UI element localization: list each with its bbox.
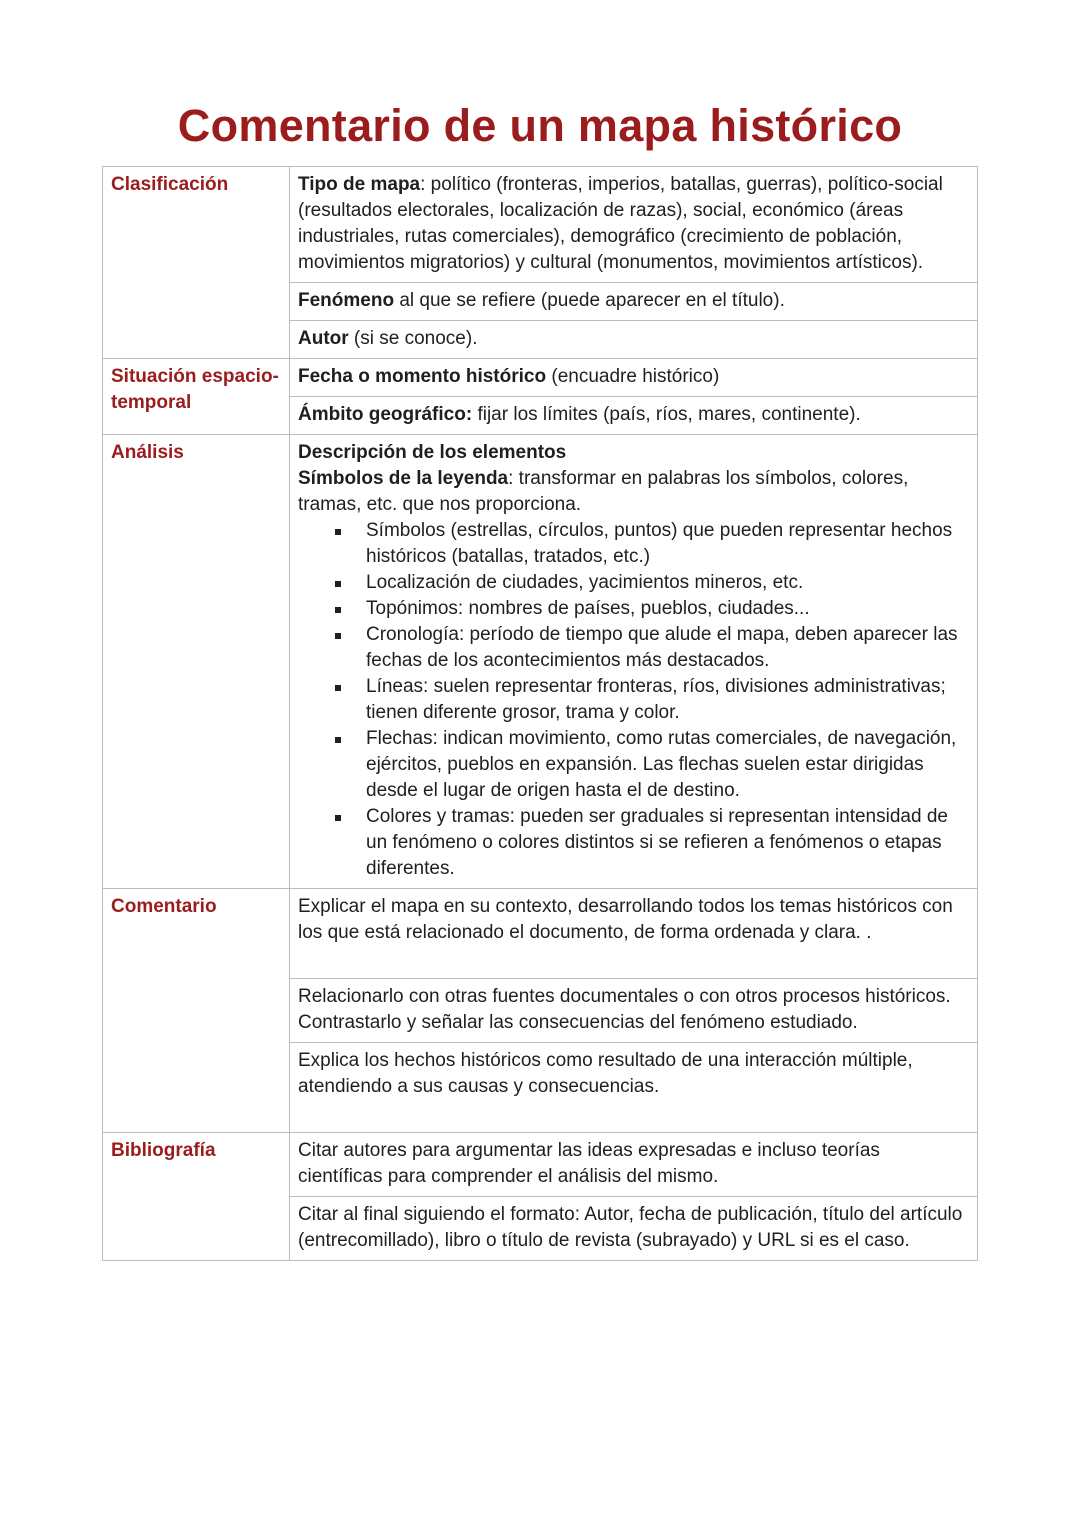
section-label-situacion: Situación espacio-temporal (103, 359, 290, 435)
cell-text: : transformar en palabras los símbolos, colores, tramas, etc. que nos proporciona. (298, 468, 909, 515)
list-item: Topónimos: nombres de países, pueblos, ciudades... (366, 596, 969, 622)
analisis-bullet-list (298, 518, 969, 882)
section-label-clasificacion: Clasificación (103, 167, 290, 359)
cell-bold-term: Autor (298, 328, 349, 349)
cell-comentario-1: Explicar el mapa en su contexto, desarrollando todos los temas históricos con los que está relacionado el documento, de forma ordenada y clara. . (290, 889, 978, 979)
cell-fenomeno (290, 283, 978, 321)
cell-bibliografia-2: Citar al final siguiendo el formato: Autor, fecha de publicación, título del artículo (entrecomillado), libro o título de revista (subrayado) y URL si es el caso. (290, 1197, 978, 1261)
list-item: Cronología: período de tiempo que alude el mapa, deben aparecer las fechas de los acontecimientos más destacados. (366, 622, 969, 674)
cell-bold-term: Fenómeno (298, 290, 395, 311)
cell-bold-term: Fecha o momento histórico (298, 366, 547, 387)
cell-text: (si se conoce). (348, 328, 478, 349)
analisis-heading: Descripción de los elementos (298, 442, 567, 463)
table-row (103, 889, 978, 979)
cell-tipo-de-mapa (290, 167, 978, 283)
table-row (103, 435, 978, 889)
list-item: Símbolos (estrellas, círculos, puntos) que pueden representar hechos históricos (batallas, tratados, etc.) (366, 518, 969, 570)
analisis-simbolos (298, 466, 969, 518)
table-row (103, 359, 978, 397)
list-item: Localización de ciudades, yacimientos mineros, etc. (366, 570, 969, 596)
cell-bold-term: Tipo de mapa (298, 174, 421, 195)
cell-autor (290, 321, 978, 359)
cell-text: : político (fronteras, imperios, batallas, guerras), político-social (resultados electorales, localización de razas), social, económico (áreas industriales, rutas comerciales), demográfico (crecimiento de población, movimientos migratorios) y cultural (monumentos, movimientos artísticos). (298, 174, 943, 273)
list-item: Flechas: indican movimiento, como rutas comerciales, de navegación, ejércitos, pueblos en expansión. Las flechas suelen estar dirigidas desde el lugar de origen hasta el de destino. (366, 726, 969, 804)
cell-bold-term: Símbolos de la leyenda (298, 468, 509, 489)
cell-bibliografia-1: Citar autores para argumentar las ideas expresadas e incluso teorías científicas para comprender el análisis del mismo. (290, 1133, 978, 1197)
cell-comentario-3: Explica los hechos históricos como resultado de una interacción múltiple, atendiendo a sus causas y consecuencias. (290, 1043, 978, 1133)
list-item: Colores y tramas: pueden ser graduales si representan intensidad de un fenómeno o colores distintos si se refieren a fenómenos o etapas diferentes. (366, 804, 969, 882)
cell-text: fijar los límites (país, ríos, mares, continente). (472, 404, 861, 425)
section-label-analisis: Análisis (103, 435, 290, 889)
cell-analisis (290, 435, 978, 889)
section-label-comentario: Comentario (103, 889, 290, 1133)
cell-bold-term: Ámbito geográfico: (298, 404, 473, 425)
cell-fecha (290, 359, 978, 397)
list-item: Líneas: suelen representar fronteras, ríos, divisiones administrativas; tienen diferente grosor, trama y color. (366, 674, 969, 726)
section-label-bibliografia: Bibliografía (103, 1133, 290, 1261)
map-commentary-table (102, 166, 978, 1261)
table-row (103, 1133, 978, 1197)
cell-ambito (290, 397, 978, 435)
cell-text: (encuadre histórico) (546, 366, 720, 387)
page-title: Comentario de un mapa histórico (177, 100, 903, 151)
cell-comentario-2: Relacionarlo con otras fuentes documentales o con otros procesos históricos. Contrastarlo y señalar las consecuencias del fenómeno estudiado. (290, 979, 978, 1043)
cell-text: al que se refiere (puede aparecer en el título). (394, 290, 785, 311)
table-row (103, 167, 978, 283)
